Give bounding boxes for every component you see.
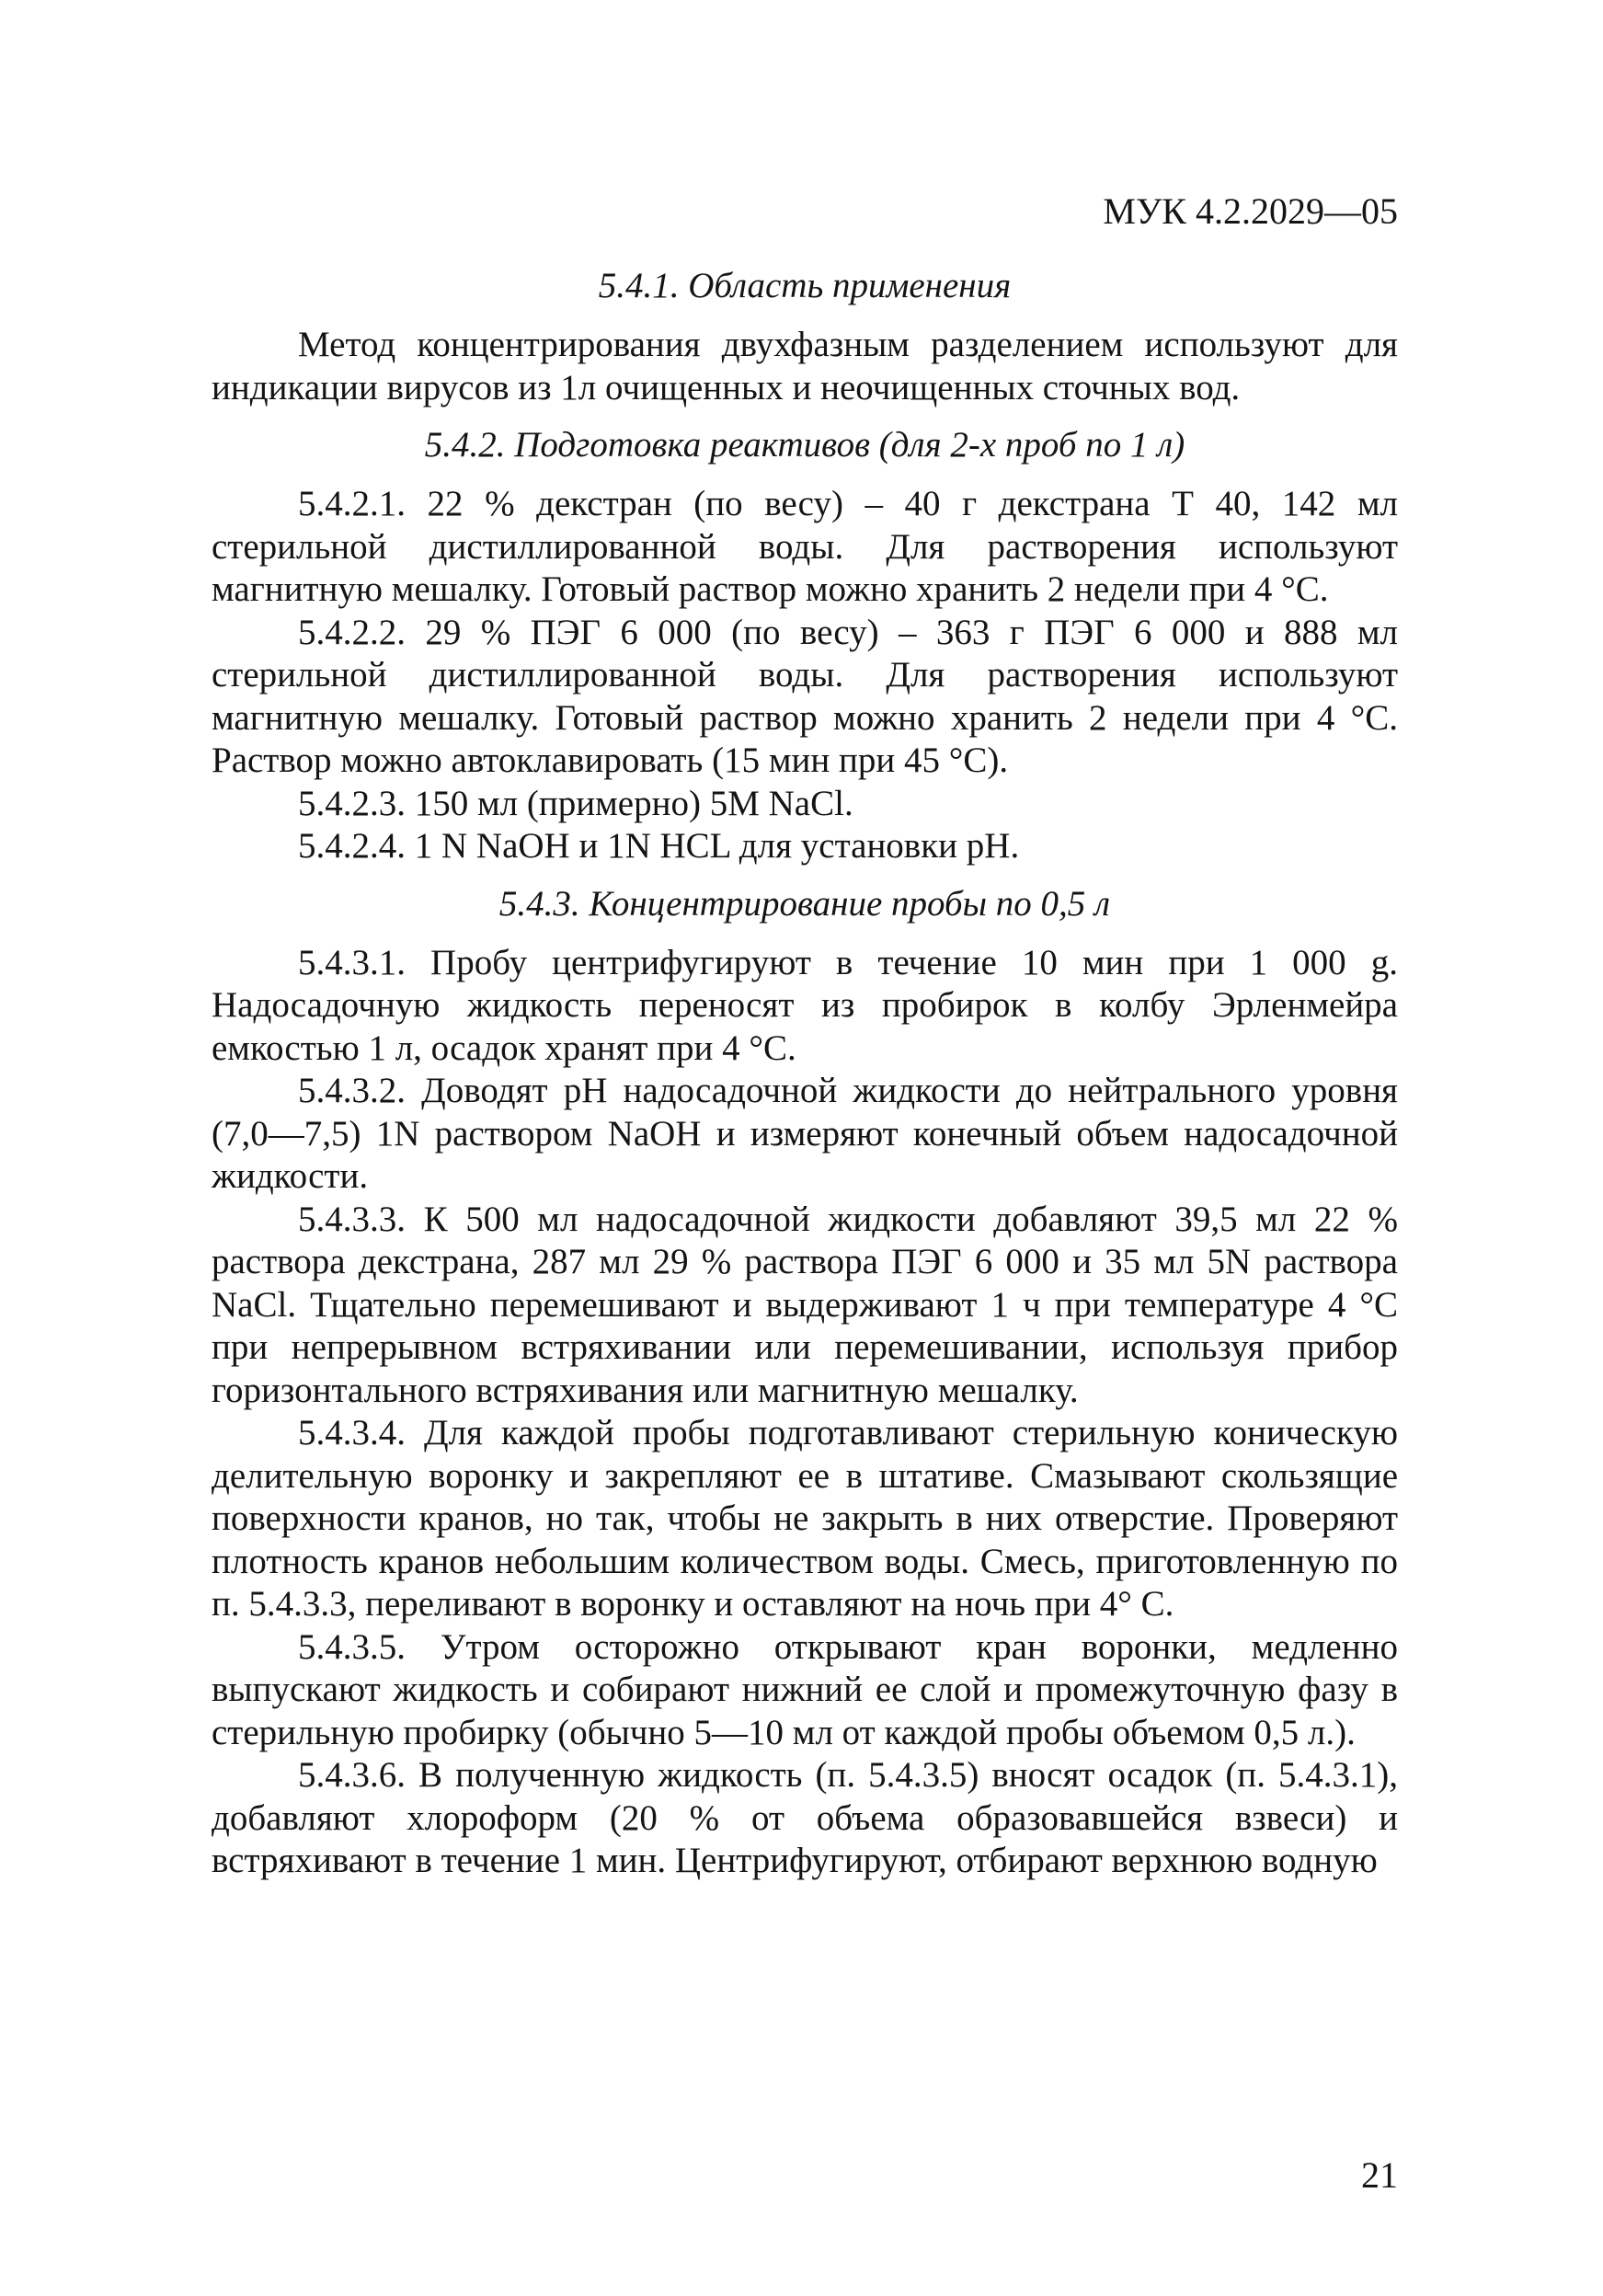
paragraph-5-4-3-4: 5.4.3.4. Для каждой пробы подготавливают стерильную коническую делительную воронку и закрепляют ее в штативе. Смазывают скользящие поверхности кранов, но так, чтобы не закрыть в них отверстие. Проверяют плотность кранов небольшим количеством воды. Смесь, приготовленную по п. 5.4.3.3, переливают в воронку и оставляют на ночь при 4° С. bbox=[212, 1413, 1398, 1624]
paragraph-5-4-3-6: 5.4.3.6. В полученную жидкость (п. 5.4.3.5) вносят осадок (п. 5.4.3.1), добавляют хлороформ (20 % от объема образовавшейся взвеси) и встряхивают в течение 1 мин. Центрифугируют, отбирают верхнюю водную bbox=[212, 1755, 1398, 1880]
paragraph-5-4-2-2: 5.4.2.2. 29 % ПЭГ 6 000 (по весу) – 363 г ПЭГ 6 000 и 888 мл стерильной дистиллированной воды. Для растворения используют магнитную мешалку. Готовый раствор можно хранить 2 недели при 4 °С. Раствор можно автоклавировать (15 мин при 45 °С). bbox=[212, 612, 1398, 780]
paragraph-5-4-3-1: 5.4.3.1. Пробу центрифугируют в течение 10 мин при 1 000 g. Надосадочную жидкость переносят из пробирок в колбу Эрленмейра емкостью 1 л, осадок хранят при 4 °С. bbox=[212, 942, 1398, 1068]
paragraph-5-4-3-2: 5.4.3.2. Доводят pH надосадочной жидкости до нейтрального уровня (7,0—7,5) 1N раствором NaOH и измеряют конечный объем надосадочной жидкости. bbox=[212, 1071, 1398, 1196]
section-heading-5-4-3: 5.4.3. Концентрирование пробы по 0,5 л bbox=[498, 883, 1111, 924]
document-page bbox=[212, 184, 1398, 2198]
paragraph-5-4-3-3: 5.4.3.3. К 500 мл надосадочной жидкости добавляют 39,5 мл 22 % раствора декстрана, 287 мл 29 % раствора ПЭГ 6 000 и 35 мл 5N раствора NaCl. Тщательно перемешивают и выдерживают 1 ч при температуре 4 °С при непрерывном встряхивании или перемешивании, используя прибор горизонтального встряхивания или магнитную мешалку. bbox=[212, 1199, 1398, 1410]
document-code-header: МУК 4.2.2029—05 bbox=[1103, 190, 1398, 232]
section-heading-5-4-2: 5.4.2. Подготовка реактивов (для 2-х проб по 1 л) bbox=[424, 425, 1185, 465]
paragraph-5-4-2-4: 5.4.2.4. 1 N NaOH и 1N HCL для установки pH. bbox=[298, 826, 1020, 866]
paragraph-5-4-2-3: 5.4.2.3. 150 мл (примерно) 5M NaCl. bbox=[298, 783, 853, 823]
document-body bbox=[212, 265, 1398, 1883]
page-number: 21 bbox=[1361, 2154, 1398, 2196]
paragraph-5-4-3-5: 5.4.3.5. Утром осторожно открывают кран воронки, медленно выпускают жидкость и собирают нижний ее слой и промежуточную фазу в стерильную пробирку (обычно 5—10 мл от каждой пробы объемом 0,5 л.). bbox=[212, 1626, 1398, 1752]
section-heading-5-4-1: 5.4.1. Область применения bbox=[598, 266, 1012, 305]
paragraph-5-4-2-1: 5.4.2.1. 22 % декстран (по весу) – 40 г декстрана Т 40, 142 мл стерильной дистиллированной воды. Для растворения используют магнитную мешалку. Готовый раствор можно хранить 2 недели при 4 °С. bbox=[212, 484, 1398, 609]
paragraph-5-4-1: Метод концентрирования двухфазным разделением используют для индикации вирусов из 1л очищенных и неочищенных сточных вод. bbox=[212, 325, 1398, 408]
